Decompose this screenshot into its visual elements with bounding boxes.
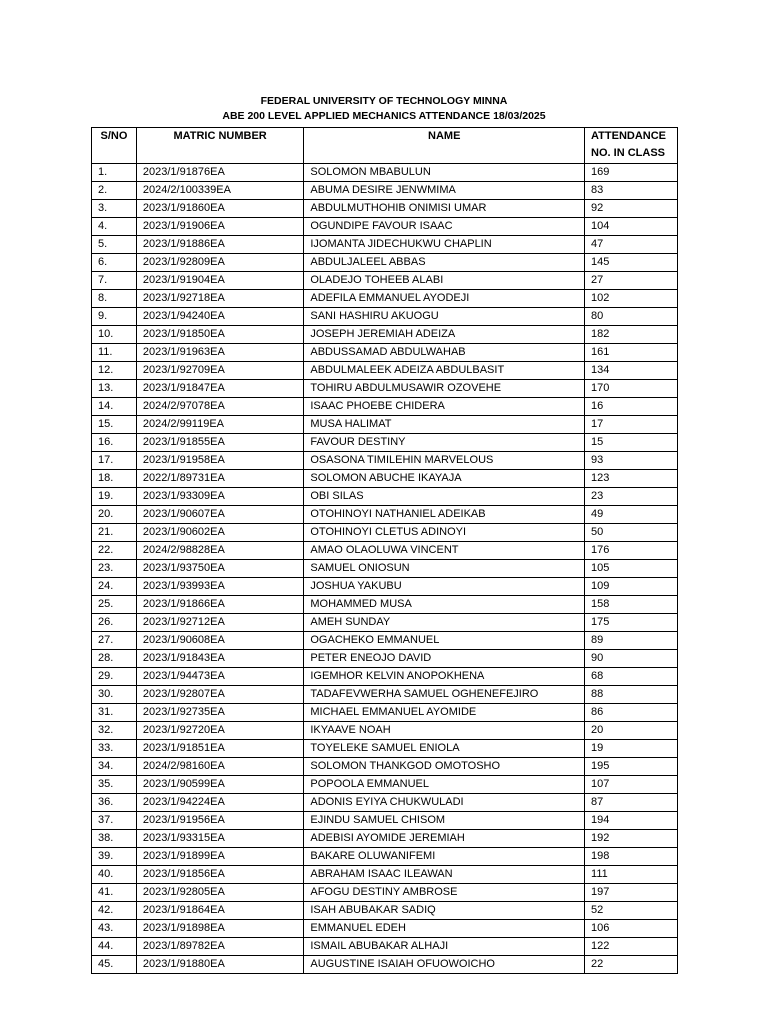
cell-sn: 13.	[92, 380, 137, 398]
cell-attendance: 17	[585, 416, 678, 434]
table-row	[92, 596, 678, 614]
cell-attendance: 89	[585, 632, 678, 650]
table-row	[92, 488, 678, 506]
cell-matric: 2023/1/94240EA	[136, 308, 304, 326]
table-row	[92, 812, 678, 830]
table-row	[92, 884, 678, 902]
cell-attendance: 123	[585, 470, 678, 488]
table-row	[92, 362, 678, 380]
cell-sn: 43.	[92, 920, 137, 938]
cell-name: ABRAHAM ISAAC ILEAWAN	[304, 866, 585, 884]
cell-name: TADAFEVWERHA SAMUEL OGHENEFEJIRO	[304, 686, 585, 704]
cell-name: IJOMANTA JIDECHUKWU CHAPLIN	[304, 236, 585, 254]
cell-name: AMAO OLAOLUWA VINCENT	[304, 542, 585, 560]
cell-name: OBI SILAS	[304, 488, 585, 506]
cell-matric: 2023/1/91958EA	[136, 452, 304, 470]
col-header-matric: MATRIC NUMBER	[136, 128, 304, 164]
cell-matric: 2022/1/89731EA	[136, 470, 304, 488]
cell-attendance: 109	[585, 578, 678, 596]
table-row	[92, 920, 678, 938]
table-row	[92, 794, 678, 812]
cell-attendance: 102	[585, 290, 678, 308]
cell-matric: 2023/1/93309EA	[136, 488, 304, 506]
table-row	[92, 578, 678, 596]
cell-sn: 17.	[92, 452, 137, 470]
table-row	[92, 866, 678, 884]
document-header	[91, 94, 677, 124]
cell-matric: 2023/1/92807EA	[136, 686, 304, 704]
cell-attendance: 15	[585, 434, 678, 452]
cell-matric: 2023/1/91866EA	[136, 596, 304, 614]
cell-attendance: 161	[585, 344, 678, 362]
cell-sn: 32.	[92, 722, 137, 740]
table-row	[92, 830, 678, 848]
cell-attendance: 86	[585, 704, 678, 722]
cell-matric: 2023/1/93315EA	[136, 830, 304, 848]
cell-matric: 2023/1/91851EA	[136, 740, 304, 758]
table-row	[92, 560, 678, 578]
cell-attendance: 104	[585, 218, 678, 236]
cell-sn: 4.	[92, 218, 137, 236]
cell-name: EMMANUEL EDEH	[304, 920, 585, 938]
cell-name: SOLOMON MBABULUN	[304, 164, 585, 182]
table-row	[92, 290, 678, 308]
table-row	[92, 236, 678, 254]
cell-name: OTOHINOYI NATHANIEL ADEIKAB	[304, 506, 585, 524]
cell-name: AUGUSTINE ISAIAH OFUOWOICHO	[304, 956, 585, 974]
cell-attendance: 122	[585, 938, 678, 956]
cell-name: OTOHINOYI CLETUS ADINOYI	[304, 524, 585, 542]
cell-sn: 27.	[92, 632, 137, 650]
cell-sn: 44.	[92, 938, 137, 956]
cell-sn: 12.	[92, 362, 137, 380]
table-row	[92, 632, 678, 650]
cell-matric: 2023/1/92712EA	[136, 614, 304, 632]
cell-attendance: 176	[585, 542, 678, 560]
cell-attendance: 192	[585, 830, 678, 848]
cell-sn: 9.	[92, 308, 137, 326]
cell-sn: 24.	[92, 578, 137, 596]
table-row	[92, 380, 678, 398]
cell-attendance: 145	[585, 254, 678, 272]
cell-sn: 29.	[92, 668, 137, 686]
table-row	[92, 542, 678, 560]
cell-attendance: 27	[585, 272, 678, 290]
cell-sn: 38.	[92, 830, 137, 848]
attendance-table	[91, 127, 678, 974]
cell-name: AFOGU DESTINY AMBROSE	[304, 884, 585, 902]
cell-name: ABDUSSAMAD ABDULWAHAB	[304, 344, 585, 362]
cell-name: SOLOMON ABUCHE IKAYAJA	[304, 470, 585, 488]
cell-matric: 2023/1/91904EA	[136, 272, 304, 290]
cell-sn: 41.	[92, 884, 137, 902]
col-header-attendance	[585, 128, 678, 164]
cell-sn: 15.	[92, 416, 137, 434]
cell-attendance: 194	[585, 812, 678, 830]
cell-attendance: 197	[585, 884, 678, 902]
cell-name: JOSEPH JEREMIAH ADEIZA	[304, 326, 585, 344]
cell-attendance: 169	[585, 164, 678, 182]
table-row	[92, 506, 678, 524]
cell-attendance: 175	[585, 614, 678, 632]
cell-matric: 2024/2/99119EA	[136, 416, 304, 434]
cell-attendance: 49	[585, 506, 678, 524]
table-row	[92, 776, 678, 794]
cell-matric: 2023/1/94224EA	[136, 794, 304, 812]
table-row	[92, 956, 678, 974]
cell-sn: 23.	[92, 560, 137, 578]
cell-matric: 2024/2/100339EA	[136, 182, 304, 200]
cell-attendance: 107	[585, 776, 678, 794]
cell-matric: 2023/1/92709EA	[136, 362, 304, 380]
cell-name: MICHAEL EMMANUEL AYOMIDE	[304, 704, 585, 722]
table-row	[92, 614, 678, 632]
cell-sn: 30.	[92, 686, 137, 704]
cell-sn: 31.	[92, 704, 137, 722]
cell-sn: 37.	[92, 812, 137, 830]
cell-matric: 2023/1/91880EA	[136, 956, 304, 974]
cell-name: TOHIRU ABDULMUSAWIR OZOVEHE	[304, 380, 585, 398]
table-row	[92, 686, 678, 704]
cell-sn: 45.	[92, 956, 137, 974]
cell-name: ADEBISI AYOMIDE JEREMIAH	[304, 830, 585, 848]
cell-name: ADONIS EYIYA CHUKWULADI	[304, 794, 585, 812]
cell-sn: 33.	[92, 740, 137, 758]
cell-name: BAKARE OLUWANIFEMI	[304, 848, 585, 866]
cell-name: TOYELEKE SAMUEL ENIOLA	[304, 740, 585, 758]
cell-sn: 42.	[92, 902, 137, 920]
cell-attendance: 52	[585, 902, 678, 920]
cell-sn: 10.	[92, 326, 137, 344]
cell-sn: 25.	[92, 596, 137, 614]
course-title: ABE 200 LEVEL APPLIED MECHANICS ATTENDANCE 18/03/2025	[222, 110, 546, 122]
cell-name: PETER ENEOJO DAVID	[304, 650, 585, 668]
cell-name: FAVOUR DESTINY	[304, 434, 585, 452]
cell-name: ISAH ABUBAKAR SADIQ	[304, 902, 585, 920]
table-row	[92, 182, 678, 200]
cell-attendance: 105	[585, 560, 678, 578]
cell-attendance: 87	[585, 794, 678, 812]
table-row	[92, 650, 678, 668]
table-row	[92, 398, 678, 416]
cell-name: ISAAC PHOEBE CHIDERA	[304, 398, 585, 416]
cell-sn: 40.	[92, 866, 137, 884]
cell-matric: 2023/1/91886EA	[136, 236, 304, 254]
table-row	[92, 704, 678, 722]
table-row	[92, 434, 678, 452]
cell-sn: 5.	[92, 236, 137, 254]
cell-name: SOLOMON THANKGOD OMOTOSHO	[304, 758, 585, 776]
table-row	[92, 938, 678, 956]
table-row	[92, 668, 678, 686]
table-header	[92, 128, 678, 164]
table-row	[92, 848, 678, 866]
cell-attendance: 182	[585, 326, 678, 344]
cell-matric: 2023/1/91850EA	[136, 326, 304, 344]
cell-matric: 2023/1/94473EA	[136, 668, 304, 686]
table-row	[92, 164, 678, 182]
cell-attendance: 47	[585, 236, 678, 254]
cell-matric: 2023/1/91864EA	[136, 902, 304, 920]
cell-attendance: 195	[585, 758, 678, 776]
cell-name: ISMAIL ABUBAKAR ALHAJI	[304, 938, 585, 956]
cell-matric: 2023/1/92809EA	[136, 254, 304, 272]
cell-sn: 39.	[92, 848, 137, 866]
cell-name: ADEFILA EMMANUEL AYODEJI	[304, 290, 585, 308]
cell-name: OGACHEKO EMMANUEL	[304, 632, 585, 650]
cell-sn: 14.	[92, 398, 137, 416]
table-row	[92, 902, 678, 920]
cell-name: OSASONA TIMILEHIN MARVELOUS	[304, 452, 585, 470]
table-row	[92, 452, 678, 470]
cell-attendance: 50	[585, 524, 678, 542]
cell-sn: 16.	[92, 434, 137, 452]
cell-matric: 2023/1/90607EA	[136, 506, 304, 524]
cell-matric: 2023/1/91843EA	[136, 650, 304, 668]
cell-attendance: 80	[585, 308, 678, 326]
table-row	[92, 740, 678, 758]
cell-sn: 8.	[92, 290, 137, 308]
cell-attendance: 111	[585, 866, 678, 884]
cell-name: ABDULMALEEK ADEIZA ABDULBASIT	[304, 362, 585, 380]
table-body	[92, 164, 678, 974]
cell-name: OLADEJO TOHEEB ALABI	[304, 272, 585, 290]
cell-matric: 2023/1/91963EA	[136, 344, 304, 362]
cell-matric: 2023/1/92720EA	[136, 722, 304, 740]
table-row	[92, 200, 678, 218]
cell-name: OGUNDIPE FAVOUR ISAAC	[304, 218, 585, 236]
cell-matric: 2023/1/90599EA	[136, 776, 304, 794]
cell-sn: 36.	[92, 794, 137, 812]
cell-matric: 2024/2/97078EA	[136, 398, 304, 416]
col-header-sn: S/NO	[92, 128, 137, 164]
cell-attendance: 90	[585, 650, 678, 668]
cell-attendance: 68	[585, 668, 678, 686]
table-row	[92, 308, 678, 326]
cell-name: MOHAMMED MUSA	[304, 596, 585, 614]
cell-matric: 2023/1/91855EA	[136, 434, 304, 452]
col-header-name: NAME	[304, 128, 585, 164]
cell-attendance: 19	[585, 740, 678, 758]
col-header-attendance-line1: ATTENDANCE	[591, 130, 667, 142]
cell-attendance: 158	[585, 596, 678, 614]
cell-name: ABDULMUTHOHIB ONIMISI UMAR	[304, 200, 585, 218]
cell-name: ABDULJALEEL ABBAS	[304, 254, 585, 272]
cell-matric: 2023/1/91898EA	[136, 920, 304, 938]
cell-attendance: 16	[585, 398, 678, 416]
cell-sn: 34.	[92, 758, 137, 776]
cell-attendance: 23	[585, 488, 678, 506]
cell-name: SANI HASHIRU AKUOGU	[304, 308, 585, 326]
cell-attendance: 88	[585, 686, 678, 704]
cell-sn: 28.	[92, 650, 137, 668]
table-row	[92, 254, 678, 272]
cell-attendance: 198	[585, 848, 678, 866]
cell-matric: 2023/1/91847EA	[136, 380, 304, 398]
table-row	[92, 524, 678, 542]
cell-sn: 21.	[92, 524, 137, 542]
cell-matric: 2023/1/92735EA	[136, 704, 304, 722]
cell-attendance: 83	[585, 182, 678, 200]
cell-sn: 19.	[92, 488, 137, 506]
col-header-attendance-line2: NO. IN CLASS	[591, 147, 665, 159]
cell-attendance: 106	[585, 920, 678, 938]
header-row	[92, 128, 678, 164]
table-row	[92, 272, 678, 290]
cell-name: MUSA HALIMAT	[304, 416, 585, 434]
cell-matric: 2023/1/91860EA	[136, 200, 304, 218]
table-row	[92, 416, 678, 434]
cell-sn: 1.	[92, 164, 137, 182]
cell-sn: 22.	[92, 542, 137, 560]
cell-sn: 11.	[92, 344, 137, 362]
table-row	[92, 218, 678, 236]
cell-attendance: 22	[585, 956, 678, 974]
institution-title: FEDERAL UNIVERSITY OF TECHNOLOGY MINNA	[260, 95, 508, 107]
table-row	[92, 326, 678, 344]
cell-attendance: 93	[585, 452, 678, 470]
cell-matric: 2023/1/91956EA	[136, 812, 304, 830]
cell-attendance: 20	[585, 722, 678, 740]
cell-matric: 2023/1/92805EA	[136, 884, 304, 902]
cell-matric: 2024/2/98160EA	[136, 758, 304, 776]
cell-sn: 20.	[92, 506, 137, 524]
cell-sn: 35.	[92, 776, 137, 794]
cell-name: IGEMHOR KELVIN ANOPOKHENA	[304, 668, 585, 686]
cell-sn: 26.	[92, 614, 137, 632]
cell-sn: 3.	[92, 200, 137, 218]
cell-matric: 2023/1/89782EA	[136, 938, 304, 956]
cell-name: SAMUEL ONIOSUN	[304, 560, 585, 578]
cell-name: AMEH SUNDAY	[304, 614, 585, 632]
cell-attendance: 134	[585, 362, 678, 380]
cell-name: EJINDU SAMUEL CHISOM	[304, 812, 585, 830]
cell-sn: 7.	[92, 272, 137, 290]
cell-name: IKYAAVE NOAH	[304, 722, 585, 740]
cell-name: POPOOLA EMMANUEL	[304, 776, 585, 794]
table-row	[92, 722, 678, 740]
table-row	[92, 758, 678, 776]
cell-matric: 2023/1/92718EA	[136, 290, 304, 308]
cell-matric: 2023/1/90608EA	[136, 632, 304, 650]
cell-matric: 2024/2/98828EA	[136, 542, 304, 560]
cell-matric: 2023/1/93750EA	[136, 560, 304, 578]
table-row	[92, 344, 678, 362]
cell-matric: 2023/1/91899EA	[136, 848, 304, 866]
cell-matric: 2023/1/90602EA	[136, 524, 304, 542]
cell-name: JOSHUA YAKUBU	[304, 578, 585, 596]
cell-matric: 2023/1/91906EA	[136, 218, 304, 236]
cell-sn: 18.	[92, 470, 137, 488]
cell-matric: 2023/1/91856EA	[136, 866, 304, 884]
cell-sn: 6.	[92, 254, 137, 272]
cell-matric: 2023/1/91876EA	[136, 164, 304, 182]
cell-attendance: 92	[585, 200, 678, 218]
table-row	[92, 470, 678, 488]
cell-name: ABUMA DESIRE JENWMIMA	[304, 182, 585, 200]
cell-matric: 2023/1/93993EA	[136, 578, 304, 596]
cell-sn: 2.	[92, 182, 137, 200]
cell-attendance: 170	[585, 380, 678, 398]
